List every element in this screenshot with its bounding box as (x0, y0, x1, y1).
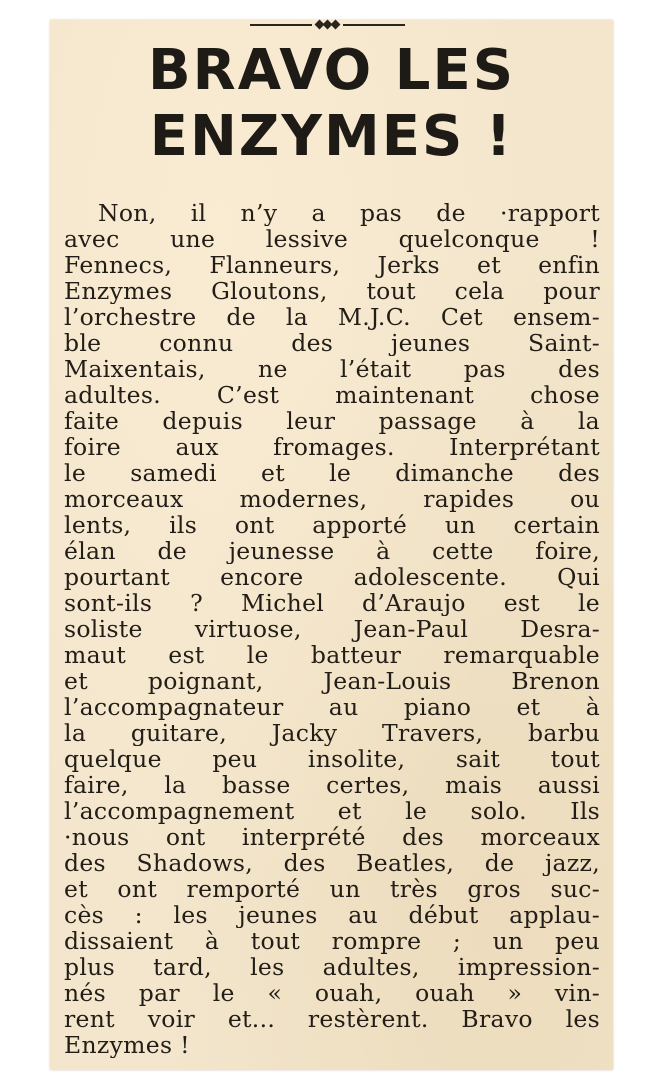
article-body (64, 200, 600, 1058)
article-line: nés par le « ouah, ouah » vin- (64, 980, 600, 1006)
headline (50, 38, 613, 170)
headline-line-1: BRAVO LES (147, 38, 516, 103)
article-line: avec une lessive quelconque ! (64, 226, 600, 252)
article-line: ble connu des jeunes Saint- (64, 330, 600, 356)
article-line: élan de jeunesse à cette foire, (64, 538, 600, 564)
article-line: adultes. C’est maintenant chose (64, 382, 600, 408)
article-line: des Shadows, des Beatles, de jazz, (64, 850, 600, 876)
article-line: et ont remporté un très gros suc- (64, 876, 600, 902)
article-line: et poignant, Jean-Louis Brenon (64, 668, 600, 694)
article-line: dissaient à tout rompre ; un peu (64, 928, 600, 954)
article-line: soliste virtuose, Jean-Paul Desra- (64, 616, 600, 642)
article-line: le samedi et le dimanche des (64, 460, 600, 486)
article-line: plus tard, les adultes, impression- (64, 954, 600, 980)
article-line: Fennecs, Flanneurs, Jerks et enfin (64, 252, 600, 278)
ornament-rule-left (250, 24, 312, 26)
article-line: Enzymes ! (64, 1032, 190, 1058)
article-line: l’accompagnement et le solo. Ils (64, 798, 600, 824)
article-line: rent voir et... restèrent. Bravo les (64, 1006, 600, 1032)
article-line: cès : les jeunes au début applau- (64, 902, 600, 928)
article-line: Enzymes Gloutons, tout cela pour (64, 278, 600, 304)
article-line: maut est le batteur remarquable (64, 642, 600, 668)
article-line: l’orchestre de la M.J.C. Cet ensem- (64, 304, 600, 330)
article-line: l’accompagnateur au piano et à (64, 694, 600, 720)
article-line: faire, la basse certes, mais aussi (64, 772, 600, 798)
ornament-diamond (331, 20, 341, 30)
article-line: sont-ils ? Michel d’Araujo est le (64, 590, 600, 616)
article-line: Maixentais, ne l’était pas des (64, 356, 600, 382)
article-line: ·nous ont interprété des morceaux (64, 824, 600, 850)
headline-line-2: ENZYMES ! (149, 104, 514, 169)
article-line: pourtant encore adolescente. Qui (64, 564, 600, 590)
article-line: morceaux modernes, rapides ou (64, 486, 600, 512)
article-line: la guitare, Jacky Travers, barbu (64, 720, 600, 746)
newspaper-clipping (50, 20, 613, 1070)
article-line: foire aux fromages. Interprétant (64, 434, 600, 460)
article-line: lents, ils ont apporté un certain (64, 512, 600, 538)
article-line: Non, il n’y a pas de ·rapport (98, 200, 600, 226)
header-ornament (250, 20, 405, 30)
ornament-rule-right (343, 24, 405, 26)
article-line: faite depuis leur passage à la (64, 408, 600, 434)
article-line: quelque peu insolite, sait tout (64, 746, 600, 772)
